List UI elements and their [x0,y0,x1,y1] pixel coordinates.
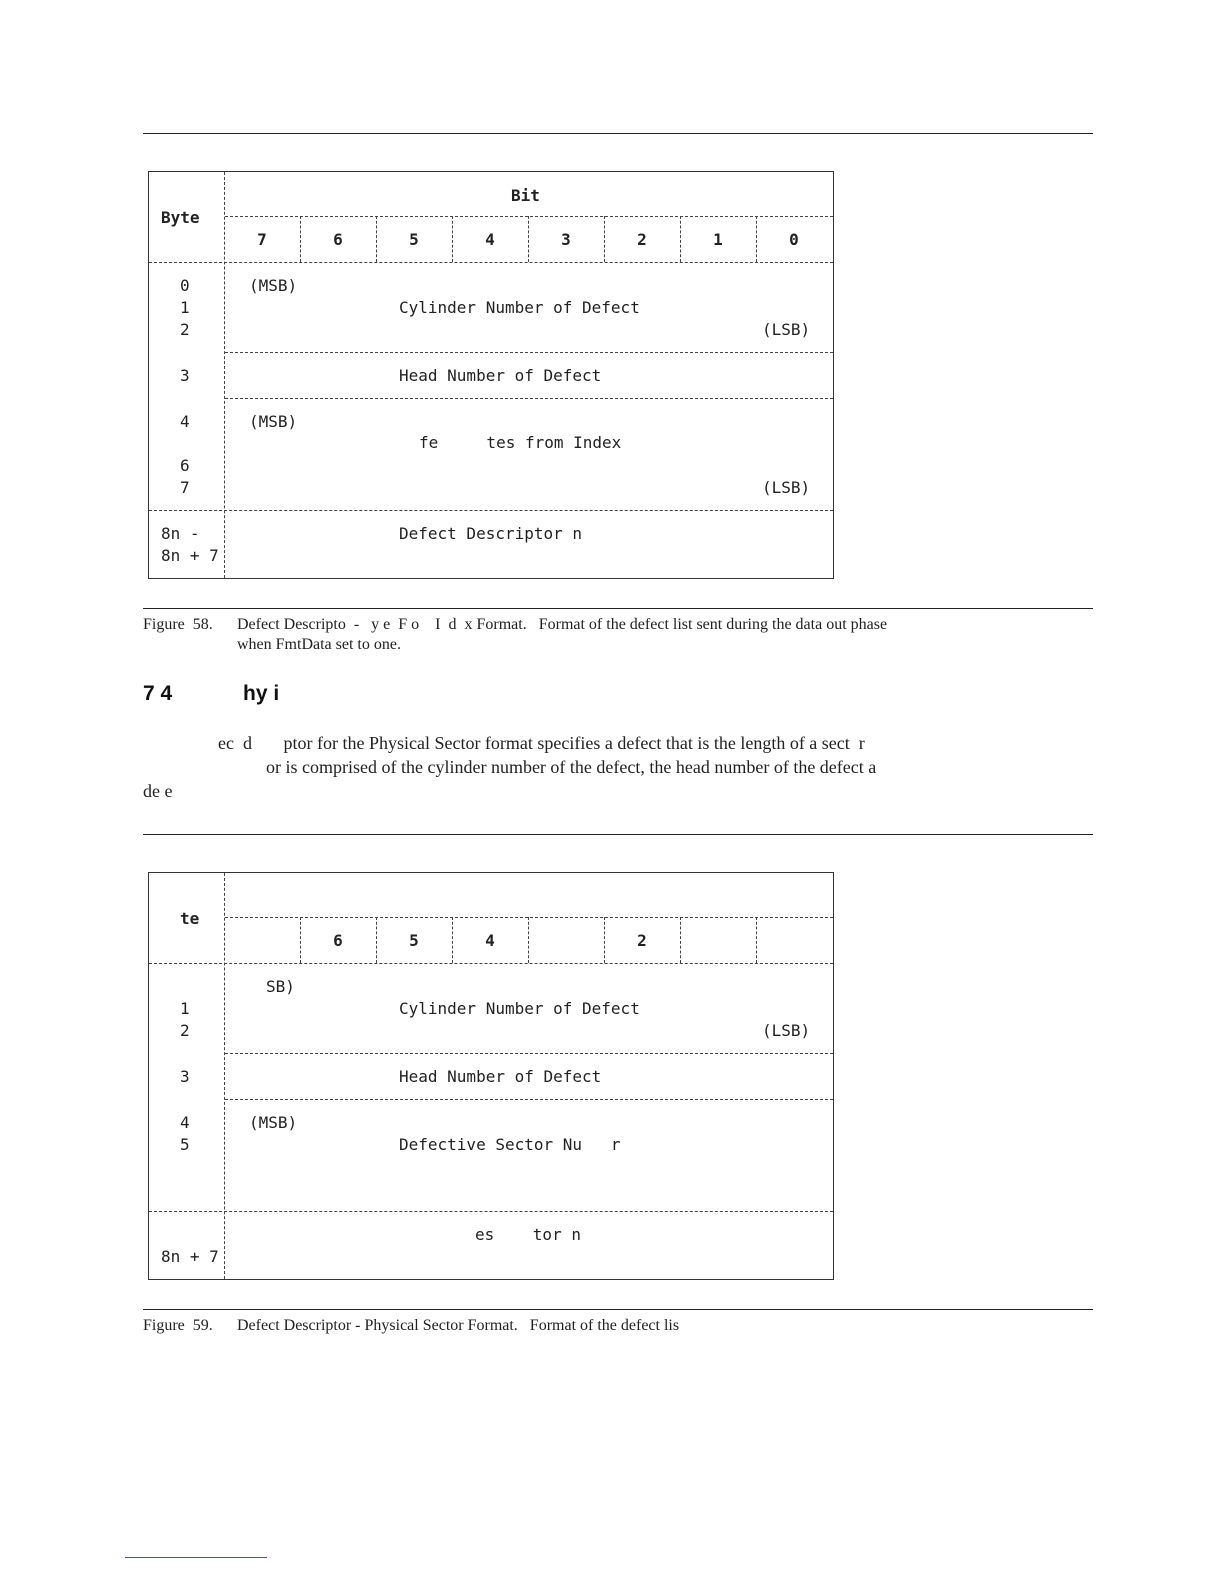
bit-5: 5 [409,230,419,249]
byte-label: 0 [180,276,190,295]
bit-2: 2 [637,931,647,950]
divider [756,917,757,963]
bit-6: 6 [333,230,343,249]
field-label: fe tes from Index [419,433,622,452]
byte-label: 5 [180,1135,190,1154]
field-label: Defective Sector Nu r [399,1135,621,1154]
divider [149,963,833,964]
divider [149,510,833,511]
divider [225,216,833,217]
byte-label: 8n - [161,524,200,543]
byte-header: te [180,909,200,928]
figure-58-caption [143,615,1083,655]
byte-label: 3 [180,366,190,385]
msb-marker: (MSB) [249,276,298,295]
caption-text: Defect Descripto - y e F o I d x Format. Format of the defect list sent during the data out phase [237,616,888,633]
paragraph-line: de e [143,781,173,801]
bit-7: 7 [257,230,267,249]
field-label: es tor n [475,1225,581,1244]
byte-label: 1 [180,298,190,317]
byte-label: 8n + 7 [161,1247,219,1266]
defect-descriptor-table-2 [148,872,834,1280]
byte-label: 8n + 7 [161,546,219,565]
divider [225,1099,833,1100]
bit-1: 1 [713,230,723,249]
bit-3: 3 [561,230,571,249]
caption-text: Defect Descriptor - Physical Sector Format. Format of the defect lis [237,1317,680,1334]
bit-4: 4 [485,931,495,950]
bit-2: 2 [637,230,647,249]
divider [224,873,225,1279]
section-number: 7 4 [143,682,173,705]
field-label: Head Number of Defect [399,366,602,385]
byte-label: 4 [180,1113,190,1132]
paragraph-line: ec d ptor for the Physical Sector format specifies a defect that is the length of a sect r [218,733,865,753]
byte-label: 4 [180,412,190,431]
lsb-marker: (LSB) [762,320,811,339]
bit-4: 4 [485,230,495,249]
bit-6: 6 [333,931,343,950]
byte-label: 3 [180,1067,190,1086]
divider [680,917,681,963]
figure-59-caption [143,1316,1083,1336]
bit-0: 0 [789,230,799,249]
section-title: hy i [243,682,280,705]
msb-marker: (MSB) [249,412,298,431]
figure-number: Figure 59. [143,1317,213,1334]
figure-number: Figure 58. [143,616,213,633]
byte-label: 6 [180,456,190,475]
bit-header: Bit [511,186,540,205]
divider [225,1053,833,1054]
top-rule [143,133,1093,134]
byte-label: 7 [180,478,190,497]
byte-header: Byte [161,208,200,227]
caption-rule [143,1309,1093,1310]
caption-rule [143,608,1093,609]
field-label: Head Number of Defect [399,1067,602,1086]
byte-label: 1 [180,999,190,1018]
field-label: Cylinder Number of Defect [399,999,640,1018]
lsb-marker: (LSB) [762,478,811,497]
section-heading [143,682,279,706]
field-label: Defect Descriptor n [399,524,583,543]
bit-5: 5 [409,931,419,950]
field-label: Cylinder Number of Defect [399,298,640,317]
byte-label: 2 [180,1021,190,1040]
footnote-rule [125,1557,267,1558]
divider [225,917,833,918]
paragraph-line: or is comprised of the cylinder number of the defect, the head number of the defect a [266,757,877,777]
divider [149,1211,833,1212]
divider [149,262,833,263]
msb-marker: (MSB) [249,1113,298,1132]
lsb-marker: (LSB) [762,1021,811,1040]
byte-label: 2 [180,320,190,339]
divider [225,352,833,353]
divider [528,917,529,963]
top-rule [143,834,1093,835]
msb-marker: SB) [266,977,295,996]
divider [225,398,833,399]
defect-descriptor-table-1 [148,171,834,579]
caption-continuation: when FmtData set to one. [237,636,401,653]
